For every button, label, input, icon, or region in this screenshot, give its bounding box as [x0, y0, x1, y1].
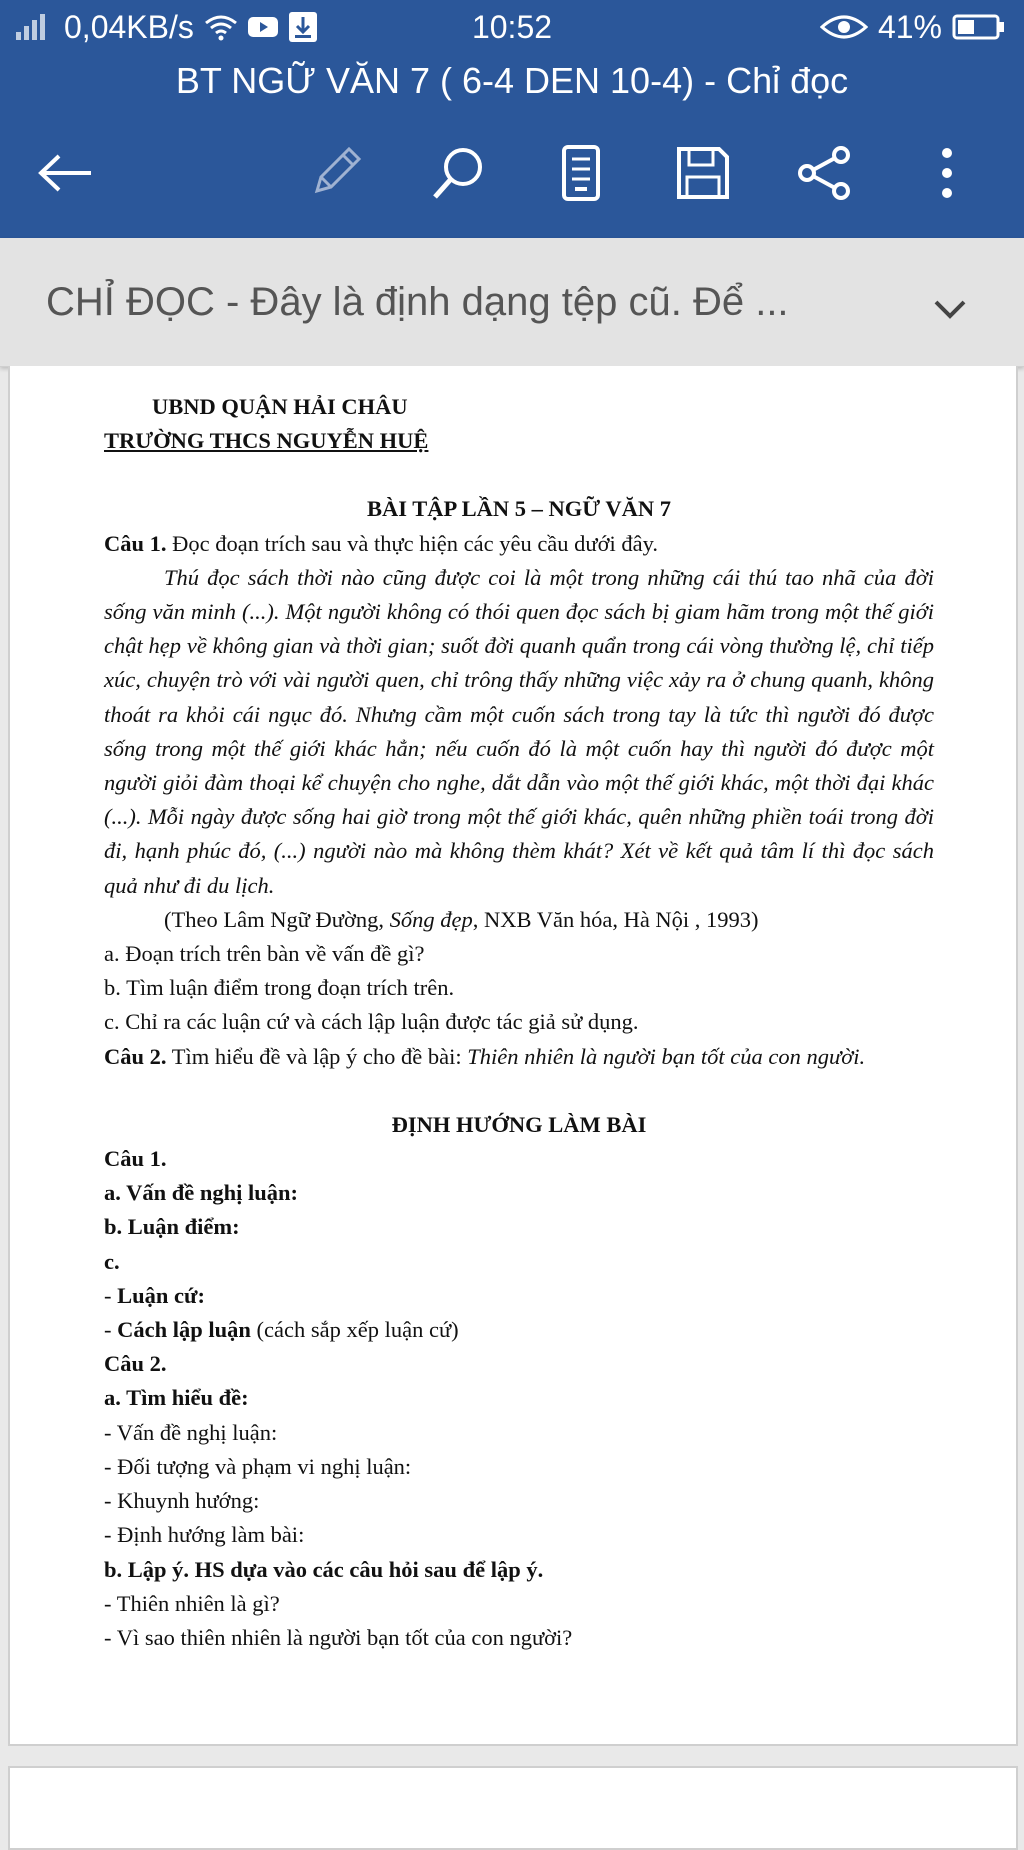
guide-2a-item: - Vấn đề nghị luận:: [104, 1419, 278, 1445]
document-page[interactable]: [8, 366, 1018, 1746]
guide-2b-item: - Vì sao thiên nhiên là người bạn tốt của con người?: [104, 1624, 573, 1650]
expand-banner-button[interactable]: [920, 278, 980, 338]
status-bar: [0, 0, 1024, 54]
guide-1c: c.: [104, 1248, 120, 1274]
share-button[interactable]: [782, 130, 868, 216]
clock: 10:52: [471, 9, 553, 45]
guide-question-2: Câu 2.: [104, 1351, 167, 1377]
read-only-message: CHỈ ĐỌC - Đây là định dạng tệp cũ. Để ...: [46, 280, 789, 324]
pencil-icon: [305, 143, 365, 203]
toolbar: [0, 130, 1024, 216]
question-1a: a. Đoạn trích trên bàn về vấn đề gì?: [104, 941, 425, 967]
back-button[interactable]: [22, 130, 108, 216]
guide-1b: b. Luận điểm:: [104, 1214, 240, 1240]
network-speed: 0,04KB/s: [64, 9, 194, 45]
guide-2a: a. Tìm hiểu đề:: [104, 1385, 249, 1411]
share-icon: [795, 143, 855, 203]
question-1c: c. Chỉ ra các luận cứ và cách lập luận được tác giả sử dụng.: [104, 1009, 639, 1035]
more-icon: [937, 143, 957, 203]
guide-2a-item: - Định hướng làm bài:: [104, 1522, 305, 1548]
guide-title: ĐỊNH HƯỚNG LÀM BÀI: [391, 1111, 647, 1137]
guide-2a-item: - Đối tượng và phạm vi nghị luận:: [104, 1453, 412, 1479]
back-arrow-icon: [35, 148, 95, 198]
guide-question-1: Câu 1.: [104, 1146, 167, 1172]
header-district: UBND QUẬN HẢI CHÂU: [152, 394, 408, 419]
guide-2b: b. Lập ý. HS dựa vào các câu hỏi sau để lập ý.: [104, 1556, 544, 1582]
search-button[interactable]: [416, 130, 502, 216]
next-document-page[interactable]: [8, 1766, 1018, 1850]
reading-view-icon: [556, 143, 606, 203]
question-2: Câu 2. Tìm hiểu đề và lập ý cho đề bài: Thiên nhiên là người bạn tốt của con người.: [104, 1043, 866, 1069]
header-school: TRƯỜNG THCS NGUYỄN HUỆ: [104, 428, 429, 454]
guide-reasoning: - Cách lập luận (cách sắp xếp luận cứ): [104, 1317, 459, 1343]
exercise-title: BÀI TẬP LẦN 5 – NGỮ VĂN 7: [367, 496, 671, 522]
document-title: BT NGỮ VĂN 7 ( 6-4 DEN 10-4) - Chỉ đọc: [175, 60, 849, 101]
battery-icon: [952, 13, 1006, 41]
guide-1a: a. Vấn đề nghị luận:: [104, 1180, 299, 1206]
more-options-button[interactable]: [904, 130, 990, 216]
document-body: [104, 390, 934, 1655]
guide-2b-item: - Thiên nhiên là gì?: [104, 1590, 280, 1616]
guide-2a-item: - Khuynh hướng:: [104, 1488, 260, 1514]
chevron-down-icon: [932, 296, 968, 320]
question-1b: b. Tìm luận điểm trong đoạn trích trên.: [104, 975, 455, 1001]
read-only-banner[interactable]: [0, 238, 1024, 367]
save-icon: [673, 143, 733, 203]
passage-source: (Theo Lâm Ngữ Đường, Sống đẹp, NXB Văn hóa, Hà Nội , 1993): [164, 906, 759, 932]
battery-percent: 41%: [877, 9, 942, 45]
eye-icon: [820, 13, 868, 41]
app-bar: [0, 0, 1024, 238]
guide-evidence: - Luận cứ:: [104, 1282, 206, 1308]
search-icon: [429, 143, 489, 203]
save-button[interactable]: [660, 130, 746, 216]
edit-button[interactable]: [292, 130, 378, 216]
reading-view-button[interactable]: [538, 130, 624, 216]
question-1: Câu 1. Đọc đoạn trích sau và thực hiện các yêu cầu dưới đây.: [104, 530, 659, 556]
passage: Thú đọc sách thời nào cũng được coi là một trong những cái thú tao nhã của đời sống văn minh (...). Một người không có thói quen đọc sách bị giam hãm trong một thế giới chật hẹp về không gian và thời gian; suốt đời quanh quẩn trong cái vòng thường lệ, chỉ tiếp xúc, chuyện trò với vài người quen, chỉ trông thấy những việc xảy ra ở chung quanh, không thoát ra khỏi cái ngục đó. Nhưng cầm một cuốn sách trong tay là tức thì người đó được sống trong một thế giới khác hẳn; nếu cuốn đó là một cuốn hay thì người đó được một người giỏi đàm thoại kể chuyện cho nghe, dắt dẫn vào một thế giới khác, một thời đại khác (...). Mỗi ngày được sống hai giờ trong một thế giới khác, quên những phiền toái trong đời đi, hạnh phúc đó, (...) người nào mà không thèm khát? Xét về kết quả tâm lí thì đọc sách quả như đi du lịch.: [104, 564, 934, 898]
